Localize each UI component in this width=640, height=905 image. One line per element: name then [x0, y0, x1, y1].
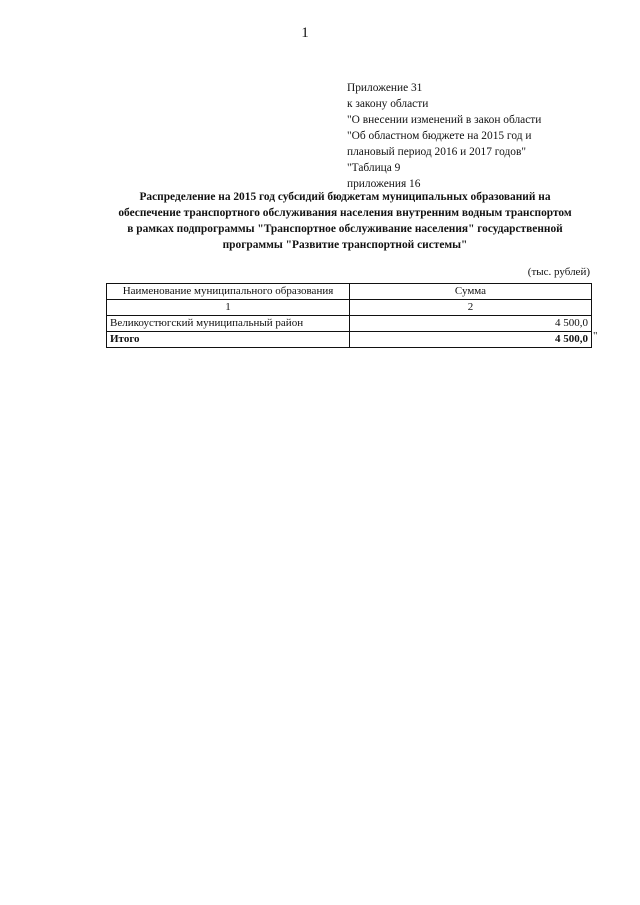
column-number: 1 [107, 300, 350, 316]
annex-line: плановый период 2016 и 2017 годов" [347, 146, 527, 158]
annex-line: "Таблица 9 [347, 162, 401, 174]
column-number-row [107, 300, 592, 316]
units-label: (тыс. рублей) [527, 266, 590, 278]
header-name: Наименование муниципального образования [107, 284, 350, 300]
table-row [107, 316, 592, 332]
subsidy-table [106, 283, 592, 348]
subsidy-amount: 4 500,0 [350, 316, 592, 332]
document-title [110, 189, 580, 253]
closing-quote: " [593, 330, 598, 342]
total-amount: 4 500,0 [350, 332, 592, 348]
total-row [107, 332, 592, 348]
title-line: программы "Развитие транспортной системы" [222, 239, 468, 251]
annex-line: к закону области [347, 98, 429, 110]
page-number: 1 [301, 25, 309, 41]
title-line: Распределение на 2015 год субсидий бюджетам муниципальных образований на [139, 191, 551, 203]
column-number: 2 [350, 300, 592, 316]
annex-reference [347, 80, 541, 192]
table-header-row [107, 284, 592, 300]
title-line: обеспечение транспортного обслуживания населения внутренним водным транспортом [118, 207, 572, 219]
header-amount: Сумма [350, 284, 592, 300]
municipality-name: Великоустюгский муниципальный район [107, 316, 350, 332]
annex-line: Приложение 31 [347, 82, 423, 94]
annex-line: "Об областном бюджете на 2015 год и [347, 130, 532, 142]
total-label: Итого [107, 332, 350, 348]
annex-line: приложения 16 [347, 178, 421, 190]
annex-line: "О внесении изменений в закон области [347, 114, 542, 126]
title-line: в рамках подпрограммы "Транспортное обслуживание населения" государственной [127, 223, 563, 235]
